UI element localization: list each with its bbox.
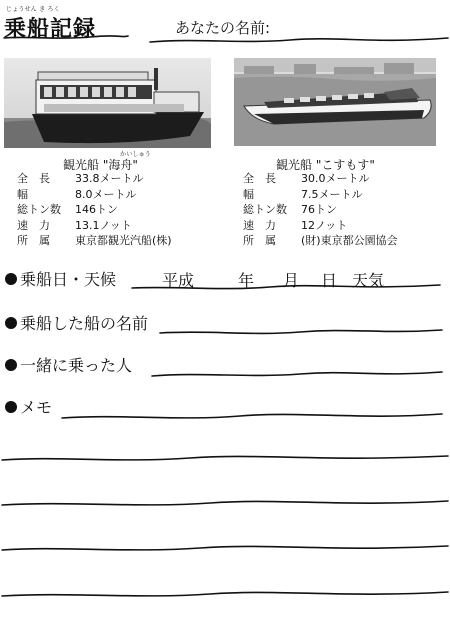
spec-value: 30.0メートル [301, 172, 370, 185]
memo-label: メモ [20, 398, 53, 417]
month-label: 月 [283, 271, 300, 290]
year-label: 年 [238, 271, 255, 290]
boat-caption-kaishu: 観光船 "海舟" [63, 158, 138, 172]
page-title: 乗船記録 [4, 17, 97, 42]
weather-label: 天気 [352, 271, 385, 290]
spec-value: (財)東京都公園協会 [301, 234, 398, 247]
spec-label: 所 属 [17, 234, 50, 247]
spec-label: 総トン数 [243, 203, 287, 216]
spec-label: 総トン数 [17, 203, 61, 216]
companions-writing-line [152, 372, 442, 376]
title-reading: じょうせん き ろく [6, 6, 60, 13]
spec-value: 33.8メートル [75, 172, 144, 185]
spec-label: 幅 [243, 187, 254, 201]
memo-writing-line [62, 414, 442, 418]
spec-label: 速 力 [243, 218, 276, 232]
boat-caption-kosumosu: 観光船 "こすもす" [276, 158, 375, 172]
spec-label: 速 力 [17, 218, 50, 232]
boat-name-reading: かいしゅう [120, 151, 152, 158]
name-field-label: あなたの名前: [175, 19, 271, 37]
spec-label: 全 長 [243, 172, 276, 185]
spec-value: 7.5メートル [301, 187, 363, 201]
spec-value: 12ノット [301, 218, 348, 232]
spec-value: 13.1ノット [75, 218, 132, 232]
blank-writing-line [2, 546, 448, 550]
ship-name-label: 乗船した船の名前 [20, 314, 149, 333]
spec-label: 所 属 [243, 234, 276, 247]
spec-value: 146トン [75, 203, 118, 216]
name-line [150, 38, 448, 42]
blank-writing-line [2, 456, 448, 460]
title-underline [4, 36, 128, 38]
blank-writing-line [2, 592, 448, 596]
era-label: 平成 [162, 271, 195, 290]
spec-value: 東京都観光汽船(株) [75, 234, 172, 247]
blank-writing-line [2, 501, 448, 505]
companions-label: 一緒に乗った人 [20, 356, 133, 375]
day-label: 日 [321, 271, 338, 290]
date-weather-label: 乗船日・天候 [20, 270, 117, 289]
spec-value: 8.0メートル [75, 187, 137, 201]
ship-name-writing-line [160, 330, 442, 333]
spec-label: 全 長 [17, 172, 50, 185]
date-writing-line [132, 285, 440, 289]
spec-value: 76トン [301, 203, 337, 216]
spec-label: 幅 [17, 187, 28, 201]
